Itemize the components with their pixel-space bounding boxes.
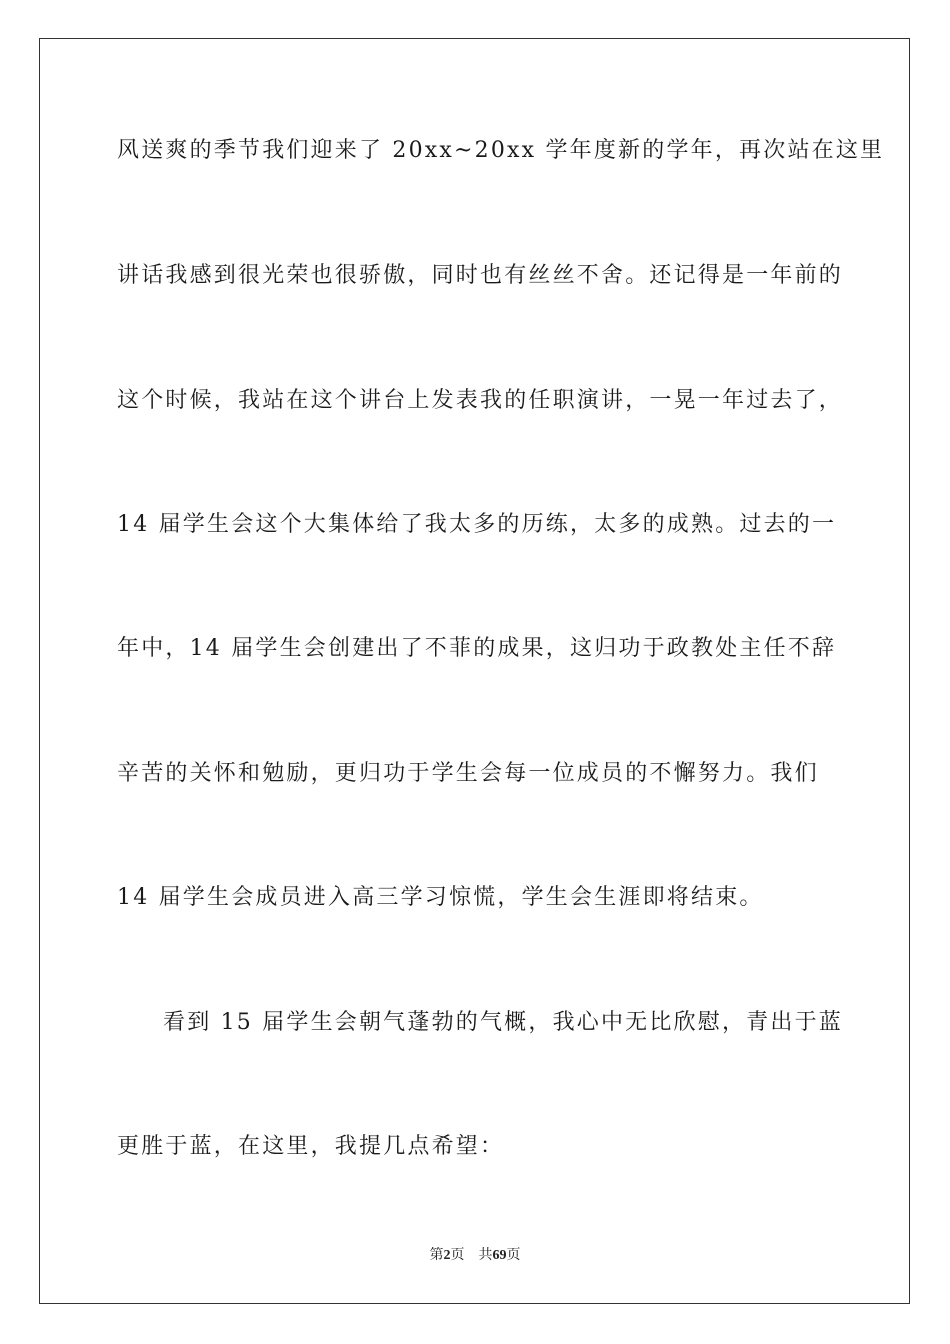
page-border	[39, 38, 910, 1304]
total-suffix: 页	[506, 1248, 521, 1263]
page-prefix: 第	[429, 1248, 444, 1263]
body-line-9: 更胜于蓝，在这里，我提几点希望：	[117, 1134, 505, 1159]
body-line-7: 14 届学生会成员进入高三学习惊慌，学生会生涯即将结束。	[117, 885, 764, 910]
total-prefix: 共	[478, 1248, 493, 1263]
body-line-1: 风送爽的季节我们迎来了 20xx~20xx 学年度新的学年，再次站在这里	[117, 138, 885, 163]
body-line-3: 这个时候，我站在这个讲台上发表我的任职演讲，一晃一年过去了，	[117, 388, 844, 413]
body-line-8-paragraph-start: 看到 15 届学生会朝气蓬勃的气概，我心中无比欣慰，青出于蓝	[163, 1010, 843, 1035]
page-footer	[0, 1246, 950, 1266]
body-line-4: 14 届学生会这个大集体给了我太多的历练，太多的成熟。过去的一	[117, 512, 837, 537]
body-line-5: 年中，14 届学生会创建出了不菲的成果，这归功于政教处主任不辞	[117, 636, 837, 661]
total-pages: 69	[492, 1248, 507, 1263]
page-number: 2	[443, 1248, 451, 1263]
body-line-6: 辛苦的关怀和勉励，更归功于学生会每一位成员的不懈努力。我们	[117, 761, 819, 786]
body-line-2: 讲话我感到很光荣也很骄傲，同时也有丝丝不舍。还记得是一年前的	[117, 263, 844, 288]
page-suffix: 页	[450, 1248, 465, 1263]
